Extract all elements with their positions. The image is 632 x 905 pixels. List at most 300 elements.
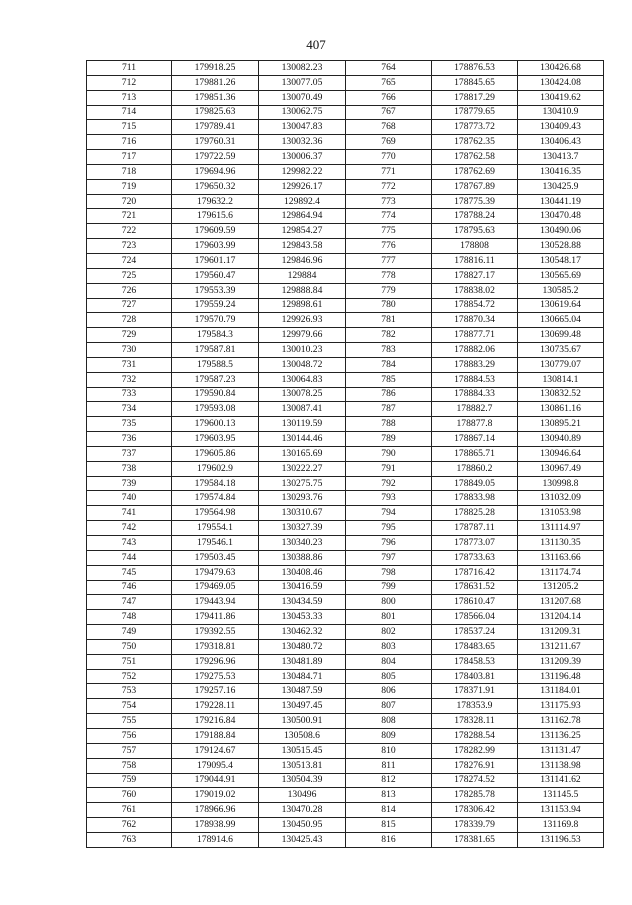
y-coordinate-left-cell: 130062.75 (259, 105, 346, 120)
y-coordinate-left-cell: 129982.22 (259, 164, 346, 179)
x-coordinate-right-cell: 178371.91 (432, 684, 518, 699)
y-coordinate-right-cell: 131153.94 (518, 803, 604, 818)
x-coordinate-right-cell: 178787.11 (432, 521, 518, 536)
point-number-left-cell: 722 (87, 224, 172, 239)
point-number-right-cell: 780 (346, 298, 432, 313)
x-coordinate-right-cell: 178854.72 (432, 298, 518, 313)
x-coordinate-left-cell: 179019.02 (172, 788, 259, 803)
x-coordinate-right-cell: 178767.89 (432, 179, 518, 194)
point-number-right-cell: 772 (346, 179, 432, 194)
x-coordinate-right-cell: 178306.42 (432, 803, 518, 818)
y-coordinate-left-cell: 129854.27 (259, 224, 346, 239)
x-coordinate-left-cell: 179881.26 (172, 75, 259, 90)
coordinates-table (86, 60, 604, 848)
x-coordinate-left-cell: 179600.13 (172, 417, 259, 432)
table-row (87, 135, 604, 150)
y-coordinate-right-cell: 130565.69 (518, 268, 604, 283)
x-coordinate-right-cell: 178762.35 (432, 135, 518, 150)
point-number-left-cell: 725 (87, 268, 172, 283)
y-coordinate-left-cell: 130048.72 (259, 357, 346, 372)
x-coordinate-left-cell: 179825.63 (172, 105, 259, 120)
point-number-left-cell: 753 (87, 684, 172, 699)
y-coordinate-left-cell: 130340.23 (259, 536, 346, 551)
y-coordinate-left-cell: 130450.95 (259, 818, 346, 833)
y-coordinate-right-cell: 131130.35 (518, 536, 604, 551)
table-row (87, 150, 604, 165)
x-coordinate-left-cell: 179694.96 (172, 164, 259, 179)
point-number-right-cell: 764 (346, 61, 432, 76)
table-row (87, 343, 604, 358)
x-coordinate-right-cell: 178849.05 (432, 476, 518, 491)
point-number-right-cell: 794 (346, 506, 432, 521)
x-coordinate-right-cell: 178833.98 (432, 491, 518, 506)
table-row (87, 654, 604, 669)
point-number-left-cell: 727 (87, 298, 172, 313)
y-coordinate-left-cell: 130462.32 (259, 625, 346, 640)
x-coordinate-left-cell: 179503.45 (172, 550, 259, 565)
point-number-left-cell: 717 (87, 150, 172, 165)
table-row (87, 728, 604, 743)
point-number-left-cell: 723 (87, 239, 172, 254)
y-coordinate-right-cell: 131163.66 (518, 550, 604, 565)
x-coordinate-right-cell: 178788.24 (432, 209, 518, 224)
y-coordinate-right-cell: 130426.68 (518, 61, 604, 76)
point-number-right-cell: 789 (346, 432, 432, 447)
y-coordinate-left-cell: 130078.25 (259, 387, 346, 402)
x-coordinate-right-cell: 178566.04 (432, 610, 518, 625)
point-number-left-cell: 763 (87, 832, 172, 847)
x-coordinate-right-cell: 178716.42 (432, 565, 518, 580)
y-coordinate-left-cell: 130497.45 (259, 699, 346, 714)
point-number-right-cell: 797 (346, 550, 432, 565)
point-number-right-cell: 788 (346, 417, 432, 432)
point-number-left-cell: 752 (87, 669, 172, 684)
x-coordinate-right-cell: 178827.17 (432, 268, 518, 283)
x-coordinate-right-cell: 178282.99 (432, 743, 518, 758)
y-coordinate-left-cell: 130515.45 (259, 743, 346, 758)
y-coordinate-right-cell: 130861.16 (518, 402, 604, 417)
page-number: 407 (306, 37, 326, 52)
y-coordinate-left-cell: 130481.89 (259, 654, 346, 669)
point-number-right-cell: 814 (346, 803, 432, 818)
point-number-left-cell: 742 (87, 521, 172, 536)
y-coordinate-left-cell: 130487.59 (259, 684, 346, 699)
y-coordinate-left-cell: 129892.4 (259, 194, 346, 209)
table-row (87, 417, 604, 432)
x-coordinate-left-cell: 179601.17 (172, 253, 259, 268)
point-number-right-cell: 778 (346, 268, 432, 283)
x-coordinate-right-cell: 178339.79 (432, 818, 518, 833)
y-coordinate-right-cell: 130814.1 (518, 372, 604, 387)
y-coordinate-left-cell: 130010.23 (259, 343, 346, 358)
x-coordinate-right-cell: 178876.53 (432, 61, 518, 76)
point-number-right-cell: 766 (346, 90, 432, 105)
x-coordinate-left-cell: 179609.59 (172, 224, 259, 239)
y-coordinate-left-cell: 130047.83 (259, 120, 346, 135)
table-row (87, 209, 604, 224)
point-number-left-cell: 713 (87, 90, 172, 105)
point-number-left-cell: 738 (87, 461, 172, 476)
y-coordinate-right-cell: 130425.9 (518, 179, 604, 194)
y-coordinate-left-cell: 129888.84 (259, 283, 346, 298)
point-number-left-cell: 741 (87, 506, 172, 521)
point-number-left-cell: 718 (87, 164, 172, 179)
table-row (87, 491, 604, 506)
y-coordinate-right-cell: 130779.07 (518, 357, 604, 372)
y-coordinate-left-cell: 129926.93 (259, 313, 346, 328)
y-coordinate-right-cell: 131204.14 (518, 610, 604, 625)
point-number-left-cell: 760 (87, 788, 172, 803)
y-coordinate-left-cell: 130327.39 (259, 521, 346, 536)
y-coordinate-right-cell: 130419.62 (518, 90, 604, 105)
y-coordinate-right-cell: 131174.74 (518, 565, 604, 580)
x-coordinate-left-cell: 179570.79 (172, 313, 259, 328)
y-coordinate-right-cell: 131131.47 (518, 743, 604, 758)
y-coordinate-right-cell: 130946.64 (518, 446, 604, 461)
table-row (87, 357, 604, 372)
point-number-left-cell: 761 (87, 803, 172, 818)
point-number-right-cell: 796 (346, 536, 432, 551)
x-coordinate-left-cell: 179546.1 (172, 536, 259, 551)
point-number-right-cell: 781 (346, 313, 432, 328)
x-coordinate-left-cell: 179411.86 (172, 610, 259, 625)
x-coordinate-left-cell: 179584.18 (172, 476, 259, 491)
point-number-left-cell: 745 (87, 565, 172, 580)
point-number-right-cell: 777 (346, 253, 432, 268)
point-number-right-cell: 804 (346, 654, 432, 669)
y-coordinate-right-cell: 131138.98 (518, 758, 604, 773)
point-number-right-cell: 816 (346, 832, 432, 847)
y-coordinate-right-cell: 131114.97 (518, 521, 604, 536)
y-coordinate-left-cell: 130470.28 (259, 803, 346, 818)
x-coordinate-right-cell: 178845.65 (432, 75, 518, 90)
point-number-right-cell: 790 (346, 446, 432, 461)
point-number-left-cell: 759 (87, 773, 172, 788)
y-coordinate-left-cell: 130165.69 (259, 446, 346, 461)
table-row (87, 684, 604, 699)
y-coordinate-left-cell: 130513.81 (259, 758, 346, 773)
point-number-left-cell: 724 (87, 253, 172, 268)
point-number-right-cell: 803 (346, 639, 432, 654)
x-coordinate-right-cell: 178870.34 (432, 313, 518, 328)
table-row (87, 758, 604, 773)
y-coordinate-right-cell: 131209.39 (518, 654, 604, 669)
table-row (87, 476, 604, 491)
table-row (87, 194, 604, 209)
point-number-right-cell: 767 (346, 105, 432, 120)
y-coordinate-right-cell: 130735.67 (518, 343, 604, 358)
y-coordinate-left-cell: 130064.83 (259, 372, 346, 387)
table-row (87, 328, 604, 343)
point-number-left-cell: 740 (87, 491, 172, 506)
table-row (87, 699, 604, 714)
x-coordinate-left-cell: 179605.86 (172, 446, 259, 461)
y-coordinate-right-cell: 131184.01 (518, 684, 604, 699)
x-coordinate-left-cell: 179228.11 (172, 699, 259, 714)
y-coordinate-left-cell: 130222.27 (259, 461, 346, 476)
y-coordinate-right-cell: 130441.19 (518, 194, 604, 209)
x-coordinate-right-cell: 178817.29 (432, 90, 518, 105)
point-number-right-cell: 800 (346, 595, 432, 610)
x-coordinate-left-cell: 179443.94 (172, 595, 259, 610)
table-row (87, 610, 604, 625)
point-number-right-cell: 787 (346, 402, 432, 417)
table-row (87, 402, 604, 417)
point-number-left-cell: 748 (87, 610, 172, 625)
table-row (87, 565, 604, 580)
x-coordinate-right-cell: 178860.2 (432, 461, 518, 476)
point-number-right-cell: 773 (346, 194, 432, 209)
x-coordinate-left-cell: 179918.25 (172, 61, 259, 76)
x-coordinate-left-cell: 179469.05 (172, 580, 259, 595)
table-row (87, 75, 604, 90)
x-coordinate-left-cell: 179392.55 (172, 625, 259, 640)
x-coordinate-right-cell: 178779.65 (432, 105, 518, 120)
point-number-right-cell: 791 (346, 461, 432, 476)
point-number-right-cell: 776 (346, 239, 432, 254)
table-row (87, 387, 604, 402)
x-coordinate-left-cell: 179559.24 (172, 298, 259, 313)
y-coordinate-right-cell: 130699.48 (518, 328, 604, 343)
point-number-right-cell: 785 (346, 372, 432, 387)
point-number-right-cell: 808 (346, 714, 432, 729)
point-number-left-cell: 731 (87, 357, 172, 372)
table-row (87, 743, 604, 758)
coordinates-table-body (87, 61, 604, 848)
point-number-left-cell: 719 (87, 179, 172, 194)
point-number-left-cell: 726 (87, 283, 172, 298)
x-coordinate-left-cell: 179590.84 (172, 387, 259, 402)
table-row (87, 625, 604, 640)
table-row (87, 669, 604, 684)
x-coordinate-right-cell: 178458.53 (432, 654, 518, 669)
x-coordinate-right-cell: 178773.07 (432, 536, 518, 551)
y-coordinate-right-cell: 130413.7 (518, 150, 604, 165)
point-number-right-cell: 809 (346, 728, 432, 743)
x-coordinate-left-cell: 178966.96 (172, 803, 259, 818)
y-coordinate-left-cell: 130006.37 (259, 150, 346, 165)
table-row (87, 506, 604, 521)
y-coordinate-right-cell: 130940.89 (518, 432, 604, 447)
x-coordinate-left-cell: 179615.6 (172, 209, 259, 224)
y-coordinate-right-cell: 130967.49 (518, 461, 604, 476)
point-number-left-cell: 744 (87, 550, 172, 565)
x-coordinate-left-cell: 179574.84 (172, 491, 259, 506)
y-coordinate-right-cell: 131209.31 (518, 625, 604, 640)
point-number-left-cell: 755 (87, 714, 172, 729)
y-coordinate-right-cell: 130895.21 (518, 417, 604, 432)
y-coordinate-left-cell: 130119.59 (259, 417, 346, 432)
x-coordinate-right-cell: 178631.52 (432, 580, 518, 595)
table-row (87, 773, 604, 788)
table-row (87, 239, 604, 254)
x-coordinate-left-cell: 179760.31 (172, 135, 259, 150)
x-coordinate-right-cell: 178867.14 (432, 432, 518, 447)
x-coordinate-right-cell: 178882.06 (432, 343, 518, 358)
y-coordinate-left-cell: 129843.58 (259, 239, 346, 254)
y-coordinate-right-cell: 130470.48 (518, 209, 604, 224)
x-coordinate-right-cell: 178775.39 (432, 194, 518, 209)
x-coordinate-left-cell: 179188.84 (172, 728, 259, 743)
x-coordinate-left-cell: 179095.4 (172, 758, 259, 773)
y-coordinate-right-cell: 130490.06 (518, 224, 604, 239)
point-number-left-cell: 732 (87, 372, 172, 387)
point-number-left-cell: 750 (87, 639, 172, 654)
x-coordinate-right-cell: 178883.29 (432, 357, 518, 372)
y-coordinate-right-cell: 131162.78 (518, 714, 604, 729)
table-row (87, 120, 604, 135)
point-number-left-cell: 734 (87, 402, 172, 417)
table-row (87, 372, 604, 387)
point-number-right-cell: 810 (346, 743, 432, 758)
x-coordinate-right-cell: 178865.71 (432, 446, 518, 461)
table-row (87, 283, 604, 298)
point-number-left-cell: 712 (87, 75, 172, 90)
point-number-right-cell: 802 (346, 625, 432, 640)
point-number-right-cell: 801 (346, 610, 432, 625)
x-coordinate-right-cell: 178403.81 (432, 669, 518, 684)
x-coordinate-left-cell: 179554.1 (172, 521, 259, 536)
x-coordinate-left-cell: 179257.16 (172, 684, 259, 699)
table-row (87, 536, 604, 551)
point-number-left-cell: 729 (87, 328, 172, 343)
table-row (87, 224, 604, 239)
y-coordinate-left-cell: 130425.43 (259, 832, 346, 847)
point-number-right-cell: 815 (346, 818, 432, 833)
point-number-right-cell: 806 (346, 684, 432, 699)
table-row (87, 521, 604, 536)
y-coordinate-right-cell: 131145.5 (518, 788, 604, 803)
y-coordinate-left-cell: 129898.61 (259, 298, 346, 313)
x-coordinate-right-cell: 178882.7 (432, 402, 518, 417)
point-number-right-cell: 779 (346, 283, 432, 298)
y-coordinate-right-cell: 131207.68 (518, 595, 604, 610)
y-coordinate-right-cell: 130410.9 (518, 105, 604, 120)
table-row (87, 179, 604, 194)
y-coordinate-right-cell: 131196.53 (518, 832, 604, 847)
x-coordinate-right-cell: 178816.11 (432, 253, 518, 268)
table-row (87, 595, 604, 610)
y-coordinate-right-cell: 131175.93 (518, 699, 604, 714)
y-coordinate-right-cell: 131205.2 (518, 580, 604, 595)
x-coordinate-right-cell: 178762.58 (432, 150, 518, 165)
point-number-right-cell: 774 (346, 209, 432, 224)
point-number-left-cell: 739 (87, 476, 172, 491)
x-coordinate-right-cell: 178537.24 (432, 625, 518, 640)
table-row (87, 550, 604, 565)
x-coordinate-left-cell: 179564.98 (172, 506, 259, 521)
x-coordinate-right-cell: 178808 (432, 239, 518, 254)
table-row (87, 61, 604, 76)
point-number-right-cell: 782 (346, 328, 432, 343)
x-coordinate-left-cell: 179318.81 (172, 639, 259, 654)
x-coordinate-left-cell: 179851.36 (172, 90, 259, 105)
point-number-left-cell: 728 (87, 313, 172, 328)
table-row (87, 446, 604, 461)
point-number-right-cell: 775 (346, 224, 432, 239)
point-number-right-cell: 813 (346, 788, 432, 803)
point-number-left-cell: 754 (87, 699, 172, 714)
y-coordinate-left-cell: 130388.86 (259, 550, 346, 565)
x-coordinate-right-cell: 178825.28 (432, 506, 518, 521)
x-coordinate-left-cell: 179603.99 (172, 239, 259, 254)
y-coordinate-left-cell: 129884 (259, 268, 346, 283)
x-coordinate-left-cell: 179553.39 (172, 283, 259, 298)
x-coordinate-left-cell: 179722.59 (172, 150, 259, 165)
point-number-left-cell: 737 (87, 446, 172, 461)
y-coordinate-left-cell: 130453.33 (259, 610, 346, 625)
point-number-left-cell: 711 (87, 61, 172, 76)
point-number-right-cell: 795 (346, 521, 432, 536)
y-coordinate-left-cell: 129864.94 (259, 209, 346, 224)
x-coordinate-right-cell: 178288.54 (432, 728, 518, 743)
x-coordinate-right-cell: 178773.72 (432, 120, 518, 135)
point-number-left-cell: 730 (87, 343, 172, 358)
point-number-left-cell: 720 (87, 194, 172, 209)
table-row (87, 298, 604, 313)
x-coordinate-left-cell: 179044.91 (172, 773, 259, 788)
y-coordinate-right-cell: 130548.17 (518, 253, 604, 268)
x-coordinate-right-cell: 178483.65 (432, 639, 518, 654)
point-number-right-cell: 792 (346, 476, 432, 491)
y-coordinate-left-cell: 130416.59 (259, 580, 346, 595)
point-number-left-cell: 749 (87, 625, 172, 640)
y-coordinate-left-cell: 129926.17 (259, 179, 346, 194)
table-row (87, 461, 604, 476)
point-number-left-cell: 757 (87, 743, 172, 758)
x-coordinate-left-cell: 179216.84 (172, 714, 259, 729)
y-coordinate-left-cell: 130032.36 (259, 135, 346, 150)
point-number-right-cell: 771 (346, 164, 432, 179)
x-coordinate-left-cell: 179602.9 (172, 461, 259, 476)
y-coordinate-right-cell: 131053.98 (518, 506, 604, 521)
y-coordinate-left-cell: 130087.41 (259, 402, 346, 417)
table-row (87, 313, 604, 328)
y-coordinate-right-cell: 130585.2 (518, 283, 604, 298)
y-coordinate-left-cell: 130504.39 (259, 773, 346, 788)
x-coordinate-right-cell: 178610.47 (432, 595, 518, 610)
x-coordinate-left-cell: 179632.2 (172, 194, 259, 209)
point-number-left-cell: 716 (87, 135, 172, 150)
x-coordinate-right-cell: 178285.78 (432, 788, 518, 803)
x-coordinate-left-cell: 179588.5 (172, 357, 259, 372)
point-number-right-cell: 783 (346, 343, 432, 358)
y-coordinate-left-cell: 130508.6 (259, 728, 346, 743)
x-coordinate-left-cell: 179275.53 (172, 669, 259, 684)
y-coordinate-left-cell: 130077.05 (259, 75, 346, 90)
point-number-right-cell: 807 (346, 699, 432, 714)
x-coordinate-left-cell: 179479.63 (172, 565, 259, 580)
table-row (87, 803, 604, 818)
table-row (87, 432, 604, 447)
y-coordinate-right-cell: 131211.67 (518, 639, 604, 654)
y-coordinate-right-cell: 130416.35 (518, 164, 604, 179)
point-number-left-cell: 758 (87, 758, 172, 773)
y-coordinate-right-cell: 131196.48 (518, 669, 604, 684)
y-coordinate-right-cell: 130409.43 (518, 120, 604, 135)
x-coordinate-left-cell: 179124.67 (172, 743, 259, 758)
point-number-right-cell: 793 (346, 491, 432, 506)
x-coordinate-right-cell: 178877.8 (432, 417, 518, 432)
x-coordinate-right-cell: 178733.63 (432, 550, 518, 565)
point-number-left-cell: 747 (87, 595, 172, 610)
y-coordinate-left-cell: 130275.75 (259, 476, 346, 491)
x-coordinate-left-cell: 179584.3 (172, 328, 259, 343)
point-number-right-cell: 786 (346, 387, 432, 402)
table-row (87, 164, 604, 179)
point-number-left-cell: 746 (87, 580, 172, 595)
y-coordinate-left-cell: 130293.76 (259, 491, 346, 506)
